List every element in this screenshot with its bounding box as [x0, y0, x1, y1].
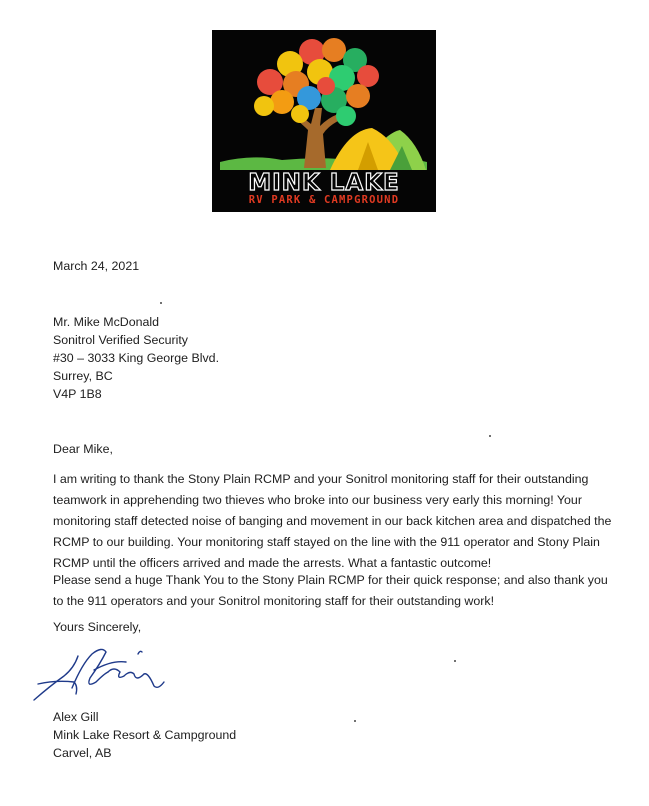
recipient-city: Surrey, BC: [53, 369, 113, 383]
scan-speck: [354, 720, 356, 722]
sender-company: Mink Lake Resort & Campground: [53, 728, 237, 742]
scan-speck: [160, 302, 162, 304]
recipient-name: Mr. Mike McDonald: [53, 315, 160, 329]
company-logo: [212, 30, 436, 212]
sender-name: Alex Gill: [53, 710, 99, 724]
scan-speck: [454, 660, 456, 662]
scan-speck: [489, 435, 491, 437]
recipient-street: #30 – 3033 King George Blvd.: [53, 351, 220, 365]
logo-subtitle-text: RV PARK & CAMPGROUND: [248, 194, 400, 206]
logo-name-text: MINK LAKE: [248, 170, 400, 196]
recipient-company: Sonitrol Verified Security: [53, 333, 188, 347]
recipient-postal-code: V4P 1B8: [53, 387, 102, 401]
handwritten-signature: [30, 642, 180, 704]
body-paragraph: Please send a huge Thank You to the Stony Plain RCMP for their quick response; and also thank you to the 911 operators and your Sonitrol monitoring staff for their outstanding work!: [53, 573, 608, 608]
salutation: Dear Mike,: [53, 442, 113, 456]
closing: Yours Sincerely,: [53, 620, 142, 634]
letter-date: March 24, 2021: [53, 259, 140, 273]
body-paragraph: I am writing to thank the Stony Plain RCMP and your Sonitrol monitoring staff for their outstanding teamwork in apprehending two thieves who broke into our business very early this morning! Your monitoring staff detected noise of banging and movement in our back kitchen area and dispatched the RCMP to our building. Your monitoring staff stayed on the line with the 911 operator and Stony Plain RCMP until the officers arrived and made the arrests. What a fantastic outcome!: [53, 472, 612, 570]
sender-location: Carvel, AB: [53, 746, 112, 760]
